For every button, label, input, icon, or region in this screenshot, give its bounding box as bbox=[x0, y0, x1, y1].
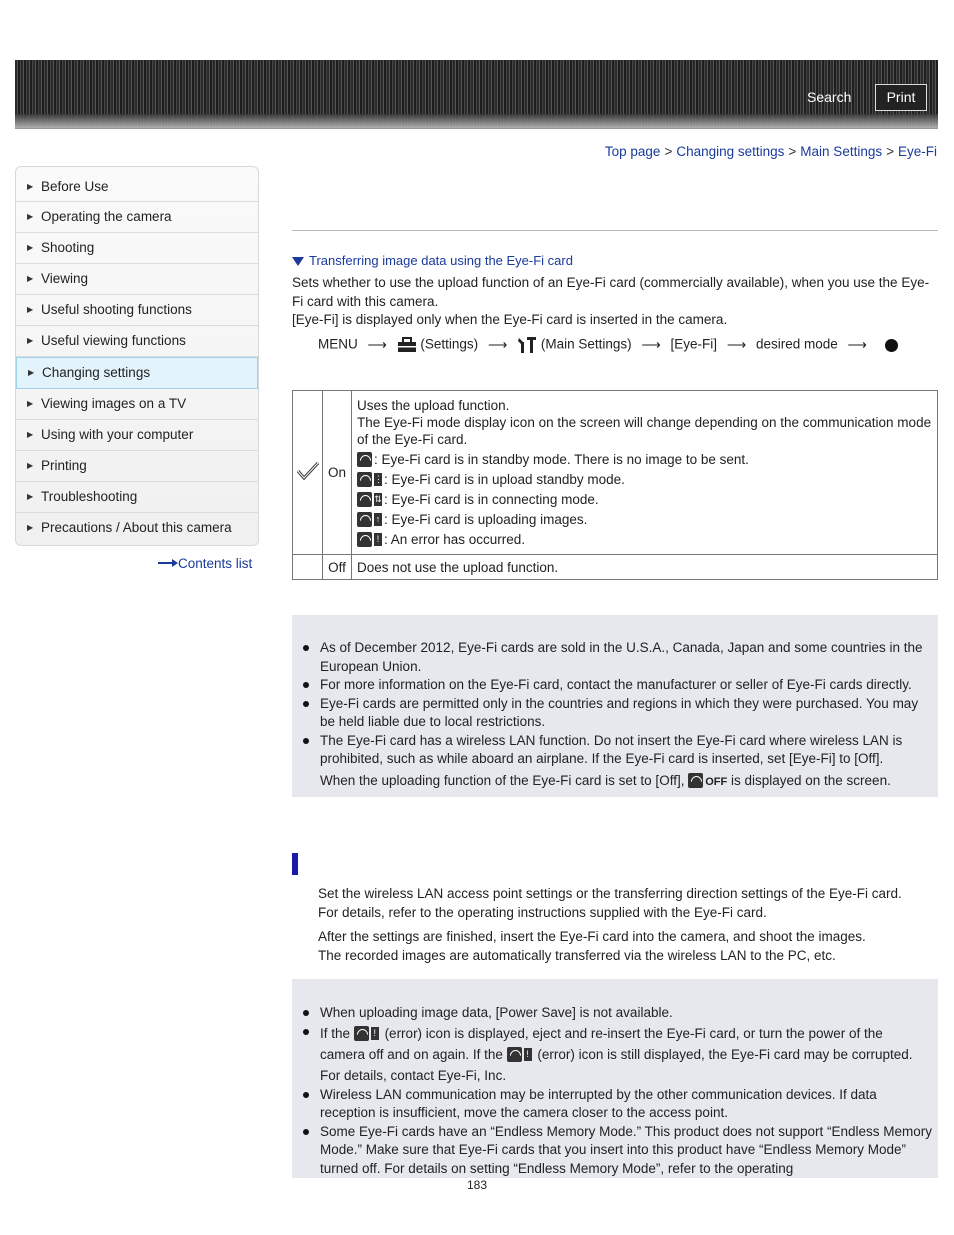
sidebar-item-printing[interactable] bbox=[16, 451, 258, 482]
off-description: Does not use the upload function. bbox=[352, 555, 938, 580]
breadcrumb bbox=[605, 144, 937, 159]
note-text: For details, contact Eye-Fi, Inc. bbox=[320, 1067, 507, 1083]
breadcrumb-main-settings[interactable]: Main Settings bbox=[800, 144, 883, 159]
table-row bbox=[293, 555, 938, 580]
on-label: On bbox=[323, 391, 352, 555]
wrench-icon bbox=[517, 336, 537, 354]
toolbox-icon bbox=[397, 337, 417, 353]
mode-text: : Eye-Fi card is in connecting mode. bbox=[384, 492, 599, 507]
notes-box bbox=[292, 615, 938, 797]
breadcrumb-separator: > bbox=[664, 144, 673, 159]
eyefi-icon bbox=[354, 1026, 369, 1041]
list-item: As of December 2012, Eye-Fi cards are sold in the U.S.A., Canada, Japan and some countries in the European Union. bbox=[292, 639, 938, 676]
note-text: If the bbox=[320, 1025, 351, 1041]
sidebar-item-before-use[interactable] bbox=[16, 167, 258, 202]
usage-line: The recorded images are automatically transferred via the wireless LAN to the PC, etc. bbox=[318, 947, 836, 963]
on-desc-line: The Eye-Fi mode display icon on the screen will change depending on the communication mode of the Eye-Fi card. bbox=[357, 415, 932, 447]
header-banner bbox=[15, 60, 938, 129]
breadcrumb-eye-fi[interactable]: Eye-Fi bbox=[897, 144, 937, 159]
desired-mode-label: desired mode bbox=[755, 336, 838, 352]
sidebar-item-label: Changing settings bbox=[42, 365, 151, 380]
sidebar-item-precautions[interactable] bbox=[16, 513, 258, 545]
list-item: Eye-Fi cards are permitted only in the countries and regions in which they were purchased. You may be held liable due to local restrictions. bbox=[292, 695, 938, 732]
intro-paragraph: Sets whether to use the upload function of an Eye-Fi card (commercially available), when you use the Eye-Fi card with this camera. bbox=[292, 275, 930, 309]
sidebar-item-label: Viewing images on a TV bbox=[41, 396, 187, 411]
note-text: camera off and on again. If the bbox=[320, 1046, 503, 1062]
list-item: Some Eye-Fi cards have an “Endless Memory Mode.” This product does not support “Endless Memory Mode.” Make sure that Eye-Fi cards that you insert into this product have “Endless Memory Mode” turned off. For details on setting “Endless Memory Mode”, refer to the operating bbox=[292, 1123, 938, 1179]
error-icon: ! bbox=[374, 533, 382, 546]
search-link[interactable]: Search bbox=[807, 89, 852, 105]
intro-note: [Eye-Fi] is displayed only when the Eye-Fi card is inserted in the camera. bbox=[292, 312, 728, 327]
sidebar-item-viewing-images-on-tv[interactable] bbox=[16, 389, 258, 420]
center-button-icon bbox=[885, 339, 898, 352]
contents-list-link[interactable] bbox=[158, 556, 252, 571]
chevron-right-icon: ▶ bbox=[27, 336, 34, 345]
note-text: When the uploading function of the Eye-Fi card is set to [Off], bbox=[320, 772, 685, 788]
title-divider bbox=[292, 230, 938, 231]
eyefi-icon bbox=[507, 1047, 522, 1062]
eyefi-off-icon bbox=[688, 773, 703, 788]
page-number: 183 bbox=[466, 1178, 488, 1192]
section-marker bbox=[292, 853, 298, 875]
usage-line: After the settings are finished, insert the Eye-Fi card into the camera, and shoot the images. bbox=[318, 929, 866, 944]
mode-text: : Eye-Fi card is in upload standby mode. bbox=[384, 472, 625, 487]
off-badge-icon: OFF bbox=[705, 775, 728, 788]
usage-paragraph bbox=[318, 928, 938, 965]
note-text: (error) icon is still displayed, the Eye-Fi card may be corrupted. bbox=[537, 1046, 913, 1062]
mode-upload-standby bbox=[357, 471, 932, 488]
chevron-right-icon: ▶ bbox=[28, 368, 35, 377]
triangle-down-icon bbox=[292, 257, 304, 266]
section-toggle-link[interactable] bbox=[292, 253, 573, 268]
chevron-right-icon: ▶ bbox=[27, 399, 34, 408]
sidebar-item-label: Viewing bbox=[41, 271, 89, 286]
eyefi-standby-icon bbox=[357, 452, 372, 467]
eyefi-icon bbox=[357, 532, 372, 547]
sidebar-item-label: Useful shooting functions bbox=[41, 302, 192, 317]
sidebar-item-useful-viewing-functions[interactable] bbox=[16, 326, 258, 357]
sidebar-item-label: Printing bbox=[41, 458, 87, 473]
note-text: is displayed on the screen. bbox=[730, 772, 891, 788]
mode-text: : Eye-Fi card is in standby mode. There is no image to be sent. bbox=[374, 452, 749, 467]
eyefi-icon bbox=[357, 512, 372, 527]
main-settings-label: (Main Settings) bbox=[540, 336, 632, 352]
sidebar-item-using-with-computer[interactable] bbox=[16, 420, 258, 451]
mode-table bbox=[292, 390, 938, 580]
arrow-right-icon: ⟶ bbox=[367, 336, 387, 352]
note-text: (error) icon is displayed, eject and re-insert the Eye-Fi card, or turn the power of the bbox=[384, 1025, 883, 1041]
arrow-right-icon: ⟶ bbox=[641, 336, 661, 352]
checkmark-icon bbox=[293, 391, 323, 555]
section-toggle-label: Transferring image data using the Eye-Fi card bbox=[309, 253, 573, 268]
table-row bbox=[293, 391, 938, 555]
breadcrumb-changing-settings[interactable]: Changing settings bbox=[676, 144, 785, 159]
arrow-right-icon: ⟶ bbox=[487, 336, 508, 352]
breadcrumb-separator: > bbox=[788, 144, 797, 159]
sidebar-item-label: Troubleshooting bbox=[41, 489, 138, 504]
chevron-right-icon: ▶ bbox=[27, 243, 34, 252]
arrow-right-icon: ⟶ bbox=[847, 336, 867, 352]
chevron-right-icon: ▶ bbox=[27, 523, 34, 532]
sidebar-item-useful-shooting-functions[interactable] bbox=[16, 295, 258, 326]
error-icon: ! bbox=[371, 1027, 379, 1040]
chevron-right-icon: ▶ bbox=[27, 274, 34, 283]
uploading-icon: ↑ bbox=[375, 514, 381, 524]
chevron-right-icon: ▶ bbox=[27, 305, 34, 314]
connecting-icon: ⇅ bbox=[374, 494, 382, 504]
sidebar-item-label: Before Use bbox=[41, 179, 109, 194]
breadcrumb-top-page[interactable]: Top page bbox=[604, 144, 661, 159]
mode-standby bbox=[357, 451, 932, 468]
setup-line: For details, refer to the operating instructions supplied with the Eye-Fi card. bbox=[318, 904, 767, 920]
error-icon: ! bbox=[524, 1048, 532, 1061]
off-label: Off bbox=[323, 555, 352, 580]
sidebar-item-label: Operating the camera bbox=[41, 209, 172, 224]
chevron-right-icon: ▶ bbox=[27, 461, 34, 470]
sidebar-nav bbox=[15, 166, 259, 546]
mode-text: : Eye-Fi card is uploading images. bbox=[384, 512, 588, 527]
sidebar-item-label: Using with your computer bbox=[41, 427, 194, 442]
list-item: Wireless LAN communication may be interrupted by the other communication devices. If data reception is insufficient, move the camera closer to the access point. bbox=[292, 1086, 938, 1123]
chevron-right-icon: ▶ bbox=[27, 430, 34, 439]
list-item bbox=[292, 732, 938, 792]
upload-standby-icon: ⋮ bbox=[374, 474, 383, 484]
chevron-right-icon: ▶ bbox=[27, 212, 34, 221]
arrow-right-icon bbox=[158, 559, 178, 567]
sidebar-item-operating-the-camera[interactable] bbox=[16, 202, 258, 233]
contents-list-label: Contents list bbox=[178, 556, 253, 571]
setup-paragraph bbox=[318, 885, 938, 922]
eyefi-icon bbox=[357, 492, 372, 507]
breadcrumb-separator: > bbox=[886, 144, 894, 159]
menu-path bbox=[318, 336, 898, 354]
chevron-right-icon: ▶ bbox=[27, 492, 34, 501]
eyefi-label: [Eye-Fi] bbox=[670, 336, 718, 352]
sidebar-item-label: Precautions / About this camera bbox=[41, 520, 232, 535]
sidebar-item-troubleshooting[interactable] bbox=[16, 482, 258, 513]
eyefi-icon bbox=[357, 472, 372, 487]
note-text: The Eye-Fi card has a wireless LAN function. Do not insert the Eye-Fi card where wireless LAN is prohibited, such as while aboard an airplane. If the Eye-Fi card is inserted, set [Eye-Fi] to [Off]. bbox=[320, 732, 903, 766]
on-description bbox=[352, 391, 938, 555]
setup-line: Set the wireless LAN access point settings or the transferring direction settings of the Eye-Fi card. bbox=[318, 886, 902, 901]
print-button[interactable]: Print bbox=[875, 84, 927, 111]
on-desc-line: Uses the upload function. bbox=[357, 398, 510, 413]
sidebar-item-label: Shooting bbox=[41, 240, 95, 255]
chevron-right-icon: ▶ bbox=[27, 182, 34, 191]
mode-error bbox=[357, 531, 932, 548]
mode-uploading bbox=[357, 511, 932, 528]
sidebar-item-viewing[interactable] bbox=[16, 264, 258, 295]
mode-connecting bbox=[357, 491, 932, 508]
menu-label: MENU bbox=[318, 336, 358, 352]
list-item: When uploading image data, [Power Save] is not available. bbox=[292, 1004, 938, 1023]
arrow-right-icon: ⟶ bbox=[726, 336, 747, 352]
mode-text: : An error has occurred. bbox=[384, 532, 526, 547]
list-item bbox=[292, 1023, 938, 1086]
sidebar-item-changing-settings[interactable] bbox=[16, 357, 258, 389]
notes-box bbox=[292, 979, 938, 1178]
empty-cell bbox=[293, 555, 323, 580]
list-item: For more information on the Eye-Fi card, contact the manufacturer or seller of Eye-Fi cards directly. bbox=[292, 676, 938, 695]
settings-label: (Settings) bbox=[420, 336, 479, 352]
sidebar-item-label: Useful viewing functions bbox=[41, 333, 186, 348]
sidebar-item-shooting[interactable] bbox=[16, 233, 258, 264]
